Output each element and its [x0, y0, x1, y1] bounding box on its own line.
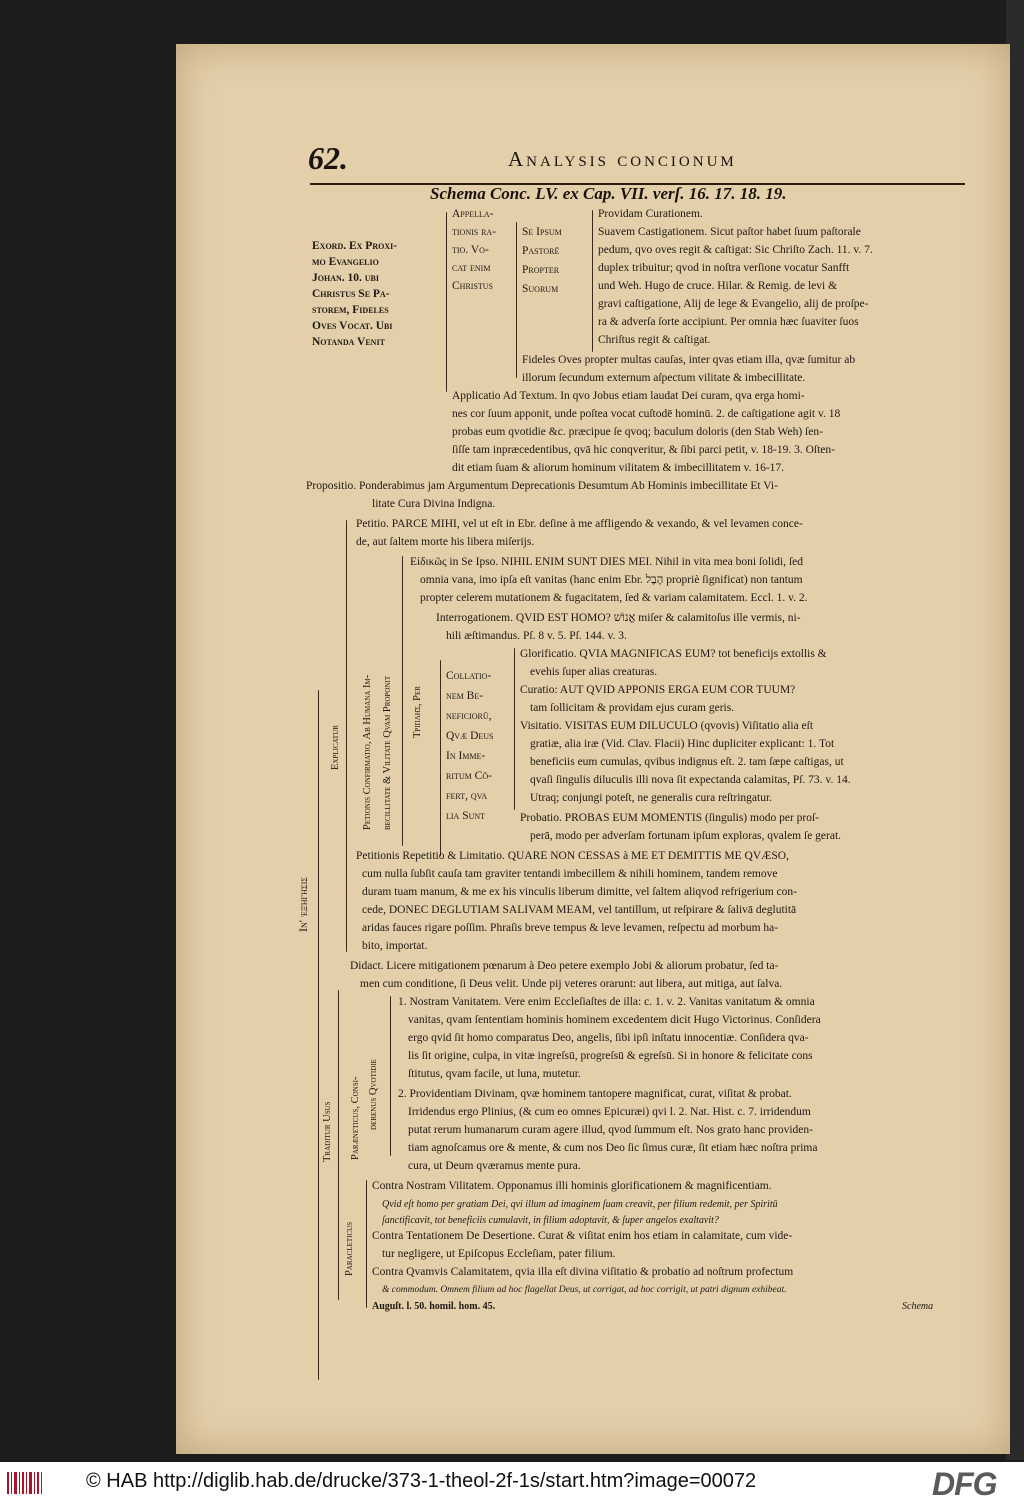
brace [514, 648, 515, 810]
se-ipsum-line: Se Ipsum [522, 226, 562, 238]
text-line: tur negligere, ut Epiſcopus Eccleſiam, pater filium. [382, 1248, 616, 1260]
text-line: Curatio: AUT QVID APPONIS ERGA EUM COR TUUM? [520, 684, 796, 696]
dfg-logo: DFG [932, 1466, 997, 1502]
text-line: evehis ſuper alias creaturas. [530, 666, 658, 678]
brace [318, 690, 319, 1380]
collatio-line: lia Sunt [446, 810, 486, 822]
text-line: Utraq; conjungi poteſt, ne generalis cura reſtringatur. [530, 792, 773, 804]
text-line: cum nulla ſubſit cauſa tam graviter tentandi imbecillem & nihili hominem, tandem remove [362, 868, 778, 880]
text-line: probas eum qvotidie &c. præcipue ſe qvoq; baculum doloris (den Stab Weh) ſen- [452, 426, 823, 438]
text-line: Petitionis Repetitio & Limitatio. QUARE NON CESSAS à ME ET DEMITTIS ME QVÆSO, [356, 850, 789, 862]
text-line: pedum, qvo oves regit & caſtigat: Sic Chriſto Zach. 11. v. 7. [598, 244, 873, 256]
se-ipsum-line: Suorum [522, 283, 559, 295]
exordium-line: mo Evangelio [312, 256, 379, 268]
exordium-line: Oves Vocat. Ubi [312, 320, 393, 332]
footer-copyright-link[interactable]: © HAB http://diglib.hab.de/drucke/373-1-theol-2f-1s/start.htm?image=00072 [86, 1470, 757, 1492]
schema-title: Schema Conc. LV. ex Cap. VII. verſ. 16. 17. 18. 19. [430, 184, 787, 203]
text-line: Petitio. PARCE MIHI, vel ut eſt in Ebr. deſine à me affligendo & vexando, & vel levamen conce- [356, 518, 803, 530]
text-line: de, aut ſaltem morte his libera miſerijs. [356, 536, 535, 548]
text-line: 2. Providentiam Divinam, qvæ hominem tantopere magnificat, curat, viſitat & probat. [398, 1088, 792, 1100]
brace [402, 556, 403, 846]
text-line: qvaſi ſingulis diluculis illi nova ſit expectanda calamitas, Pſ. 73. v. 14. [530, 774, 851, 786]
text-line: Didact. Licere mitigationem pœnarum à Deo petere exemplo Jobi & aliorum probatur, ſed ta- [350, 960, 779, 972]
text-line: Providam Curationem. [598, 208, 703, 220]
text-line: Fideles Oves propter multas cauſas, inter qvas etiam illa, qvæ ſumitur ab [522, 354, 856, 366]
exordium-line: storem, Fideles [312, 304, 389, 316]
text-line: vanitas, qvam ſententiam hominis hominem excedentem dicit Hugo Victorinus. Conſidera [408, 1014, 821, 1026]
section-label: Explicatur [330, 725, 341, 770]
collatio-line: nem Be- [446, 690, 484, 702]
text-line: Interrogationem. QVID EST HOMO? אֱנוֹשׁ miſer & calamitoſus ille vermis, ni- [436, 612, 801, 624]
collatio-line: neficiorū, [446, 710, 492, 722]
text-line: und Weh. Hugo de cruce. Hilar. & Remig. de levi & [598, 280, 838, 292]
text-line: ra & adverſa ſorte accipiunt. Per omnia hæc ſuaviter ſuos [598, 316, 859, 328]
text-line: Contra Qvamvis Calamitatem, qvia illa eſt divina viſitatio & probatio ad noſtrum profectum [372, 1266, 794, 1278]
text-line: duram tuam manum, & me ex his vinculis liberum dimitte, vel ſaltem aliqvod refrigerium con- [362, 886, 797, 898]
text-line: ſanctificavit, tot beneficiis cumulavit, in filium adoptavit, & ſuper angelos exaltavit? [382, 1215, 719, 1226]
text-line: beneficiis eum cumulas, qvibus indignus eſt. 2. tam ſæpe caſtigas, ut [530, 756, 844, 768]
text-line: omnia vana, imo ipſa eſt vanitas (hanc enim Ebr. הֶבֶל propriè ſignificat) non tantum [420, 574, 803, 586]
text-line: Probatio. PROBAS EUM MOMENTIS (ſingulis) modo per proſ- [520, 812, 819, 824]
text-line: ſiſſe tam inpræcedentibus, qvā hic conqveritur, & ſibi parci petit, v. 18-19. 3. Oſten- [452, 444, 835, 456]
appellatio-line: tionis ra- [452, 226, 497, 238]
text-line: & commodum. Omnem filium ad hoc flagellat Deus, ut corrigat, ad hoc corrigit, ut patri dignum exhibeat. [382, 1285, 787, 1295]
collatio-line: Collatio- [446, 670, 492, 682]
text-line: perā, modo per adverſam fortunam ipſum exploras, qvalem ſe gerat. [530, 830, 842, 842]
appellatio-line: cat enim [452, 262, 491, 274]
text-line: bito, importat. [362, 940, 428, 952]
text-line: Auguſt. l. 50. homil. hom. 45. [372, 1301, 496, 1312]
brace [338, 990, 339, 1300]
exordium-line: Notanda Venit [312, 336, 385, 348]
section-label: Petionis Confirmatio, Ab Humana Im- [362, 674, 373, 830]
text-line: Suavem Castigationem. Sicut paſtor habet ſuum paſtorale [598, 226, 861, 238]
section-label: Paræneticus, Consi- [350, 1076, 361, 1160]
brace [390, 996, 391, 1156]
text-line: Glorificatio. QVIA MAGNIFICAS EUM? tot beneficijs extollis & [520, 648, 827, 660]
collatio-line: Qvæ Deus [446, 730, 494, 742]
section-label: Τριπλῆς, Per [412, 686, 423, 738]
exordium-line: Exord. Ex Proxi- [312, 240, 398, 252]
brace [366, 1180, 367, 1308]
section-label: becillitate & Vilitate Qvam Proponit [382, 675, 393, 830]
section-label: Paracleticus [344, 1221, 355, 1276]
text-line: aridas fauces rigare poſſim. Phraſis breve tempus & leve levamen, reſpectu ad morbum ha- [362, 922, 779, 934]
running-head: Analysis concionum [508, 147, 737, 171]
text-line: tiam agnoſcamus ore & mente, & cum nos Deo ſic ſimus curæ, ſit etiam hæc noſtra prima [408, 1142, 818, 1154]
catchword: Schema [902, 1301, 934, 1312]
collatio-line: fert, qva [446, 790, 488, 802]
text-line: men cum conditione, ſi Deus velit. Unde pij veteres orarunt: aut libera, aut mitiga, aut ſalva. [360, 978, 783, 990]
collatio-line: In Imme- [446, 750, 486, 762]
brace [346, 520, 347, 952]
text-line: Εἰδικῶς in Se Ipso. NIHIL ENIM SUNT DIES MEI. Nihil in vita mea boni ſolidi, ſed [410, 556, 804, 568]
text-line: ergo qvid ſit homo comparatus Deo, angelis, ſibi ipſi inſtatu innocentiæ. Conſidera qva- [408, 1032, 809, 1044]
brace [516, 222, 517, 378]
text-line: Contra Nostram Vilitatem. Opponamus illi hominis glorificationem & magnificentiam. [372, 1180, 772, 1192]
appellatio-line: Appella- [452, 208, 494, 220]
text-line: Applicatio Ad Textum. In qvo Jobus etiam laudat Dei curam, qva erga homi- [452, 390, 805, 402]
text-line: Visitatio. VISITAS EUM DILUCULO (qvovis) Viſitatio alia eſt [520, 720, 814, 732]
exordium-line: Johan. 10. ubi [312, 272, 379, 284]
text-line: 1. Nostram Vanitatem. Vere enim Eccleſiaſtes de illa: c. 1. v. 2. Vanitas vanitatum & omnia [398, 996, 815, 1008]
se-ipsum-line: Pastorē [522, 245, 560, 257]
text-line: duplex tribuitur; qvod in noſtra verſione vocatur Sanfft [598, 262, 850, 274]
text-line: Contra Tentationem De Desertione. Curat & viſitat enim hos etiam in calamitate, cum vide- [372, 1230, 793, 1242]
text-line: illorum ſecundum externum aſpectum vilitate & imbecillitate. [522, 372, 806, 384]
brace [440, 660, 441, 856]
se-ipsum-line: Propter [522, 264, 560, 276]
collatio-line: ritum Cō- [446, 770, 492, 782]
text-line: cede, DONEC DEGLUTIAM SALIVAM MEAM, vel tantillum, ut reſpirare & ſalivā deglutitā [362, 904, 797, 916]
text-line: Irridendus ergo Plinius, (& cum eo omnes Epicuræi) qvi l. 2. Nat. Hist. c. 7. irridendum [408, 1106, 811, 1118]
text-line: Qvid eſt homo per gratiam Dei, qvi illum ad imaginem ſuam creavit, per filium redemit, per Spiritū [382, 1199, 778, 1210]
section-label: In' ἐξήγησις [296, 877, 310, 932]
section-label: Traditur Usus [322, 1101, 333, 1162]
exordium-line: Christus Se Pa- [312, 288, 390, 300]
text-line: lis ſit origine, culpa, in vitæ ingreſsū, progreſsū & egreſsū. Si in honore & felicitate cons [408, 1050, 813, 1062]
text-line: dit etiam ſuam & aliorum hominum vilitatem & imbecillitatem v. 16-17. [452, 462, 785, 474]
text-line: cura, ut Deum qværamus mente pura. [408, 1160, 581, 1172]
text-line: putat rerum humanarum curam agere illud, qvod ſummum eſt. Nos grato hanc providen- [408, 1124, 813, 1136]
section-label: derenus Qvotidie [368, 1059, 379, 1130]
appellatio-line: tio. Vo- [452, 244, 489, 256]
text-line: ſtitutus, qvam facile, ut luna, mutetur. [408, 1068, 581, 1080]
text-line: nes cor ſuum apponit, unde poſtea vocat cuſtodē hominū. 2. de caſtigatione agit v. 18 [452, 408, 841, 420]
text-line: propter celerem mutationem & fugacitatem, ſed & variam calamitatem. Eccl. 1. v. 2. [420, 592, 808, 604]
text-line: gratiæ, alia iræ (Vid. Clav. Flacii) Hinc dupliciter explicant: 1. Tot [530, 738, 835, 750]
appellatio-line: Christus [452, 280, 494, 292]
library-barcode-icon [6, 1469, 46, 1497]
propositio-line: litate Cura Divina Indigna. [372, 498, 496, 510]
text-line: hili æſtimandus. Pſ. 8 v. 5. Pſ. 144. v. 3. [446, 630, 627, 642]
propositio-line: Propositio. Ponderabimus jam Argumentum Deprecationis Desumtum Ab Hominis imbecillitate Et Vi- [306, 480, 778, 492]
text-line: Chriſtus regit & caſtigat. [598, 334, 711, 346]
page-number: 62. [308, 140, 348, 176]
text-line: tam ſollicitam & providam ejus curam geris. [530, 702, 735, 714]
brace [446, 212, 447, 392]
text-line: gravi caſtigatione, Alij de lege & Evangelio, alij de proſpe- [598, 298, 869, 310]
brace [592, 210, 593, 352]
